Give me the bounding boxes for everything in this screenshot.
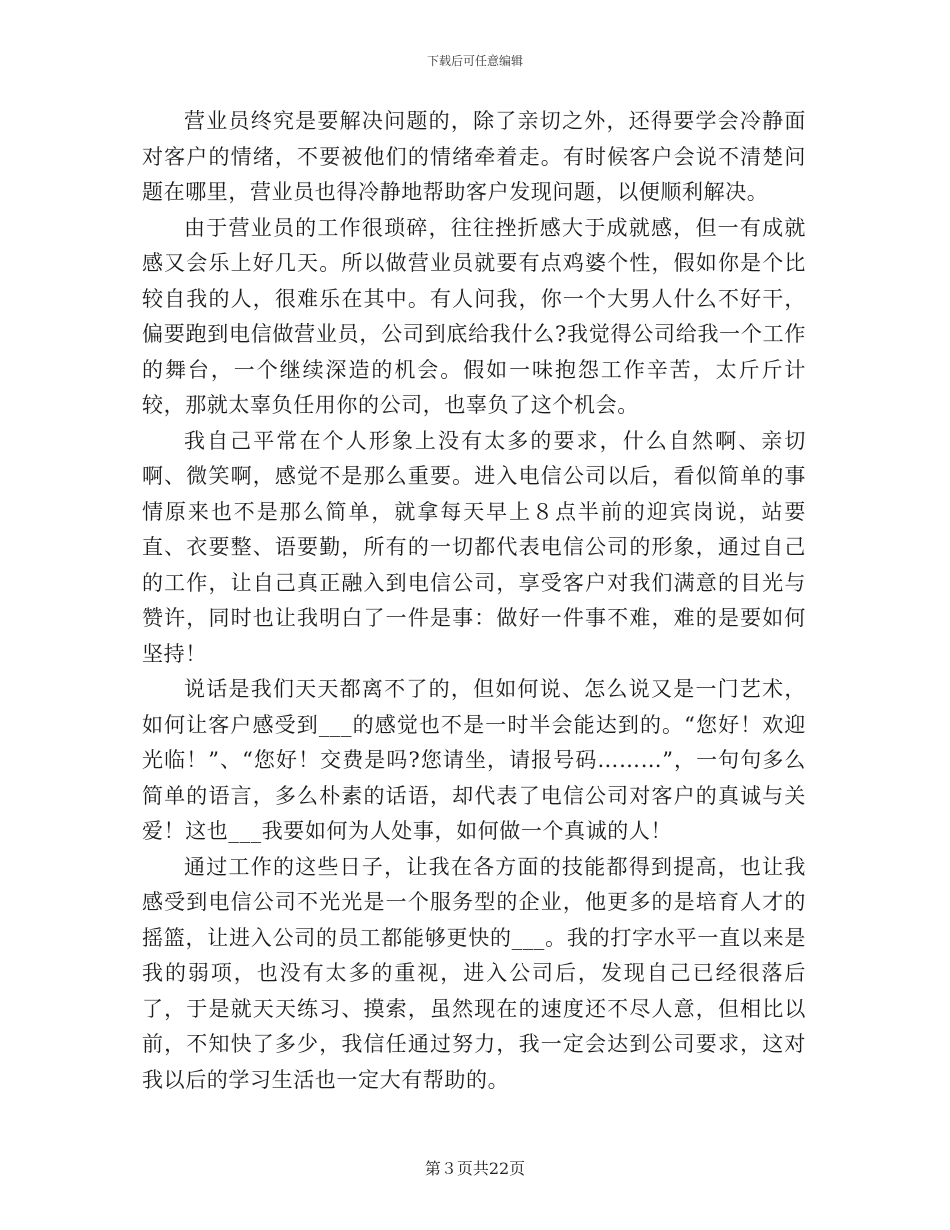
paragraph: 由于营业员的工作很琐碎，往往挫折感大于成就感，但一有成就感又会乐上好几天。所以做营业员就要有点鸡婆个性，假如你是个比较自我的人，很难乐在其中。有人问我，你一个大男人什么不好干，偏要跑到电信做营业员，公司到底给我什么?我觉得公司给我一个工作的舞台，一个继续深造的机会。假如一味抱怨工作辛苦，太斤斤计较，那就太辜负任用你的公司，也辜负了这个机会。 — [142, 215, 806, 417]
paragraph: 通过工作的这些日子，让我在各方面的技能都得到提高，也让我感受到电信公司不光光是一个服务型的企业，他更多的是培育人才的摇篮，让进入公司的员工都能够更快的___。我的打字水平一直以来是我的弱项，也没有太多的重视，进入公司后，发现自己已经很落后了，于是就天天练习、摸索，虽然现在的速度还不尽人意，但相比以前，不知快了多少，我信任通过努力，我一定会达到公司要求，这对我以后的学习生活也一定大有帮助的。 — [142, 854, 806, 1092]
page-header: 下载后可任意编辑 — [426, 54, 523, 68]
paragraph: 我自己平常在个人形象上没有太多的要求，什么自然啊、亲切啊、微笑啊，感觉不是那么重要。进入电信公司以后，看似简单的事情原来也不是那么简单，就拿每天早上８点半前的迎宾岗说，站要直、衣要整、语要勤，所有的一切都代表电信公司的形象，通过自己的工作，让自己真正融入到电信公司，享受客户对我们满意的目光与赞许，同时也让我明白了一件是事：做好一件事不难，难的是要如何坚持！ — [142, 428, 806, 666]
paragraph: 说话是我们天天都离不了的，但如何说、怎么说又是一门艺术，如何让客户感受到___的感觉也不是一时半会能达到的。“您好！欢迎光临！”、“您好！交费是吗?您请坐，请报号码………”，一句句多么简单的语言，多么朴素的话语，却代表了电信公司对客户的真诚与关爱！这也___我要如何为人处事，如何做一个真诚的人！ — [142, 677, 806, 843]
page-number-footer: 第３页共22页 — [424, 1159, 526, 1178]
paragraph: 营业员终究是要解决问题的，除了亲切之外，还得要学会冷静面对客户的情绪，不要被他们的情绪牵着走。有时候客户会说不清楚问题在哪里，营业员也得冷静地帮助客户发现问题，以便顺利解决。 — [142, 109, 806, 204]
document-body — [142, 104, 806, 1098]
